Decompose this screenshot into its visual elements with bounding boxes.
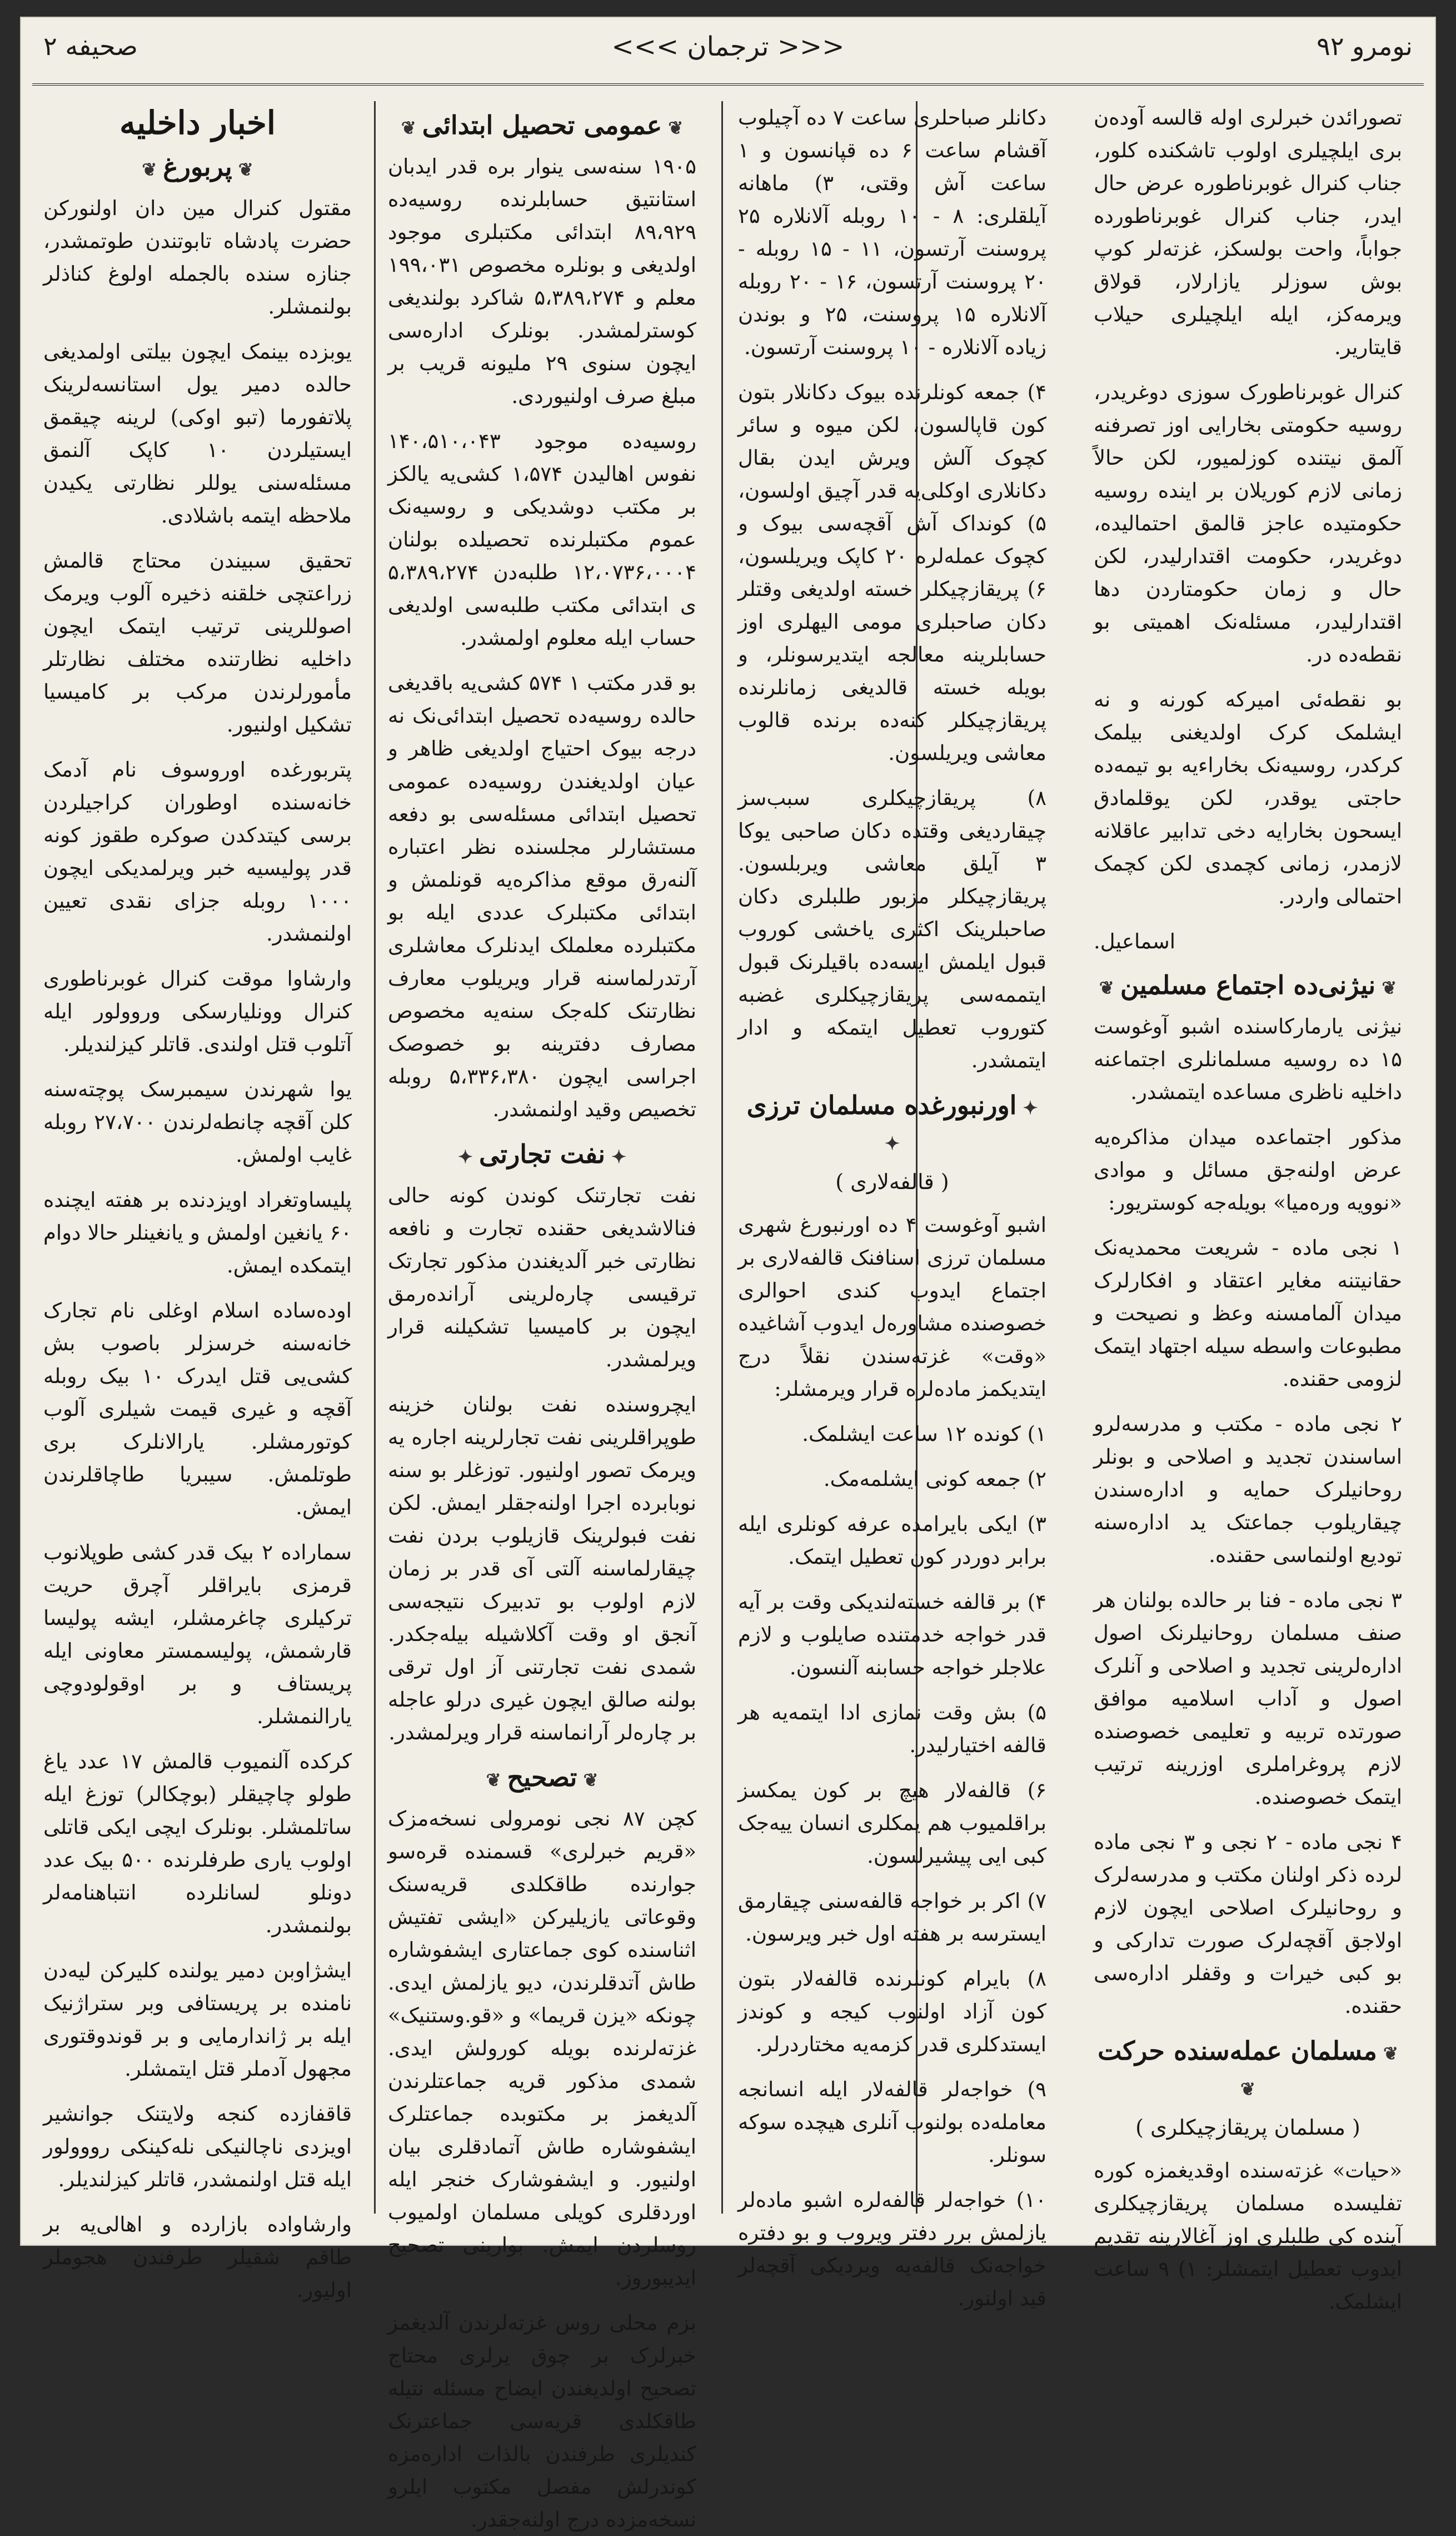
masthead — [21, 18, 1435, 84]
list-item: ۳) ایکی بایرامده عرفه کونلری ایله برابر دوردر کون تعطیل ایتمک. — [738, 1512, 1046, 1569]
list-item: ۸) بایرام کونلرنده قالفه‌لار بتون کون آزاد اولنوب کیجه و کوندز ایستدکلری قدر کزمه‌یه مختاردرلر. — [738, 1967, 1046, 2056]
column-4 — [43, 101, 352, 2302]
issue-number: نومرو ۹۲ — [1317, 31, 1413, 61]
header-rule — [32, 83, 1424, 86]
paragraph: ۲ نجی ماده - مکتب و مدرسه‌لرو اساسندن تجدید و اصلاحی و بونلر روحانیلرک حمایه و اداره‌سندن چیقاریلوب جماعتک ید اداره‌سنه تودیع اولنماسی حقنده. — [1094, 1412, 1402, 1567]
column-divider — [721, 101, 723, 2214]
column-2 — [738, 101, 1046, 2310]
news-item: یوا شهرندن سیمبرسک پوچته‌سنه کلن آقچه چانطه‌لرندن ۲۷،۷۰۰ روبله غایب اولمش. — [43, 1077, 352, 1167]
newspaper-page — [20, 17, 1436, 2532]
list-item: ۱۰) خواجه‌لر قالفه‌لره اشبو ماده‌لر یازلمش برر دفتر ویروب و بو دفتره خواجه‌نک قالفه‌یه ویردیکی آقچه‌لر قید اولنور. — [738, 2188, 1046, 2310]
news-item: پتربورغده اوروسوف نام آدمک خانه‌سنده اوطوران کراجیلردن برسی کیتدکدن صوکره طقوز کونه قدر پولیسیه خبر ویرلمدیکی ایچون ۱۰۰۰ روبله جزای نقدی تعیین اولنمشدر. — [43, 758, 352, 946]
section-heading: ❦ نیژنی‌ده اجتماع مسلمین ❦ — [1099, 970, 1397, 1000]
list-item: ۵) بش وقت نمازی ادا ایتمه‌یه هر قالفه اختیارلیدر. — [738, 1700, 1046, 1757]
section-subtitle: ( قالفه‌لاری ) — [835, 1170, 949, 1194]
paragraph: دکانلر صباحلری ساعت ۷ ده آچیلوب آقشام ساعت ۶ ده قپانسون و ۱ ساعت آش وقتی، ۳) ماهانه آیلقلری: ۸ - ۱۰ روبله آلانلاره ۲۵ پروسنت آرتسون، ۱۱ - ۱۵ روبله - ۲۰ پروسنت آرتسون، ۱۶ - ۲۰ روبله آلانلاره ۱۵ پروسنت، ۲۵ و بوندن زیاده آلانلاره - ۱۰ پروسنت آرتسون. — [738, 106, 1046, 359]
paragraph: تصورائدن خبرلری اوله قالسه آوده‌ن بری ایلچیلری اولوب تاشکنده کلور، جناب کنرال غوبرناطوره عرض حال ایدر، جناب کنرال غوبرناطورده جواباً، واحت بولسکز، غزته‌لر کوپ بوش سوزلر یازارلار، قولاق ویرمه‌کز، ایله ایلچیلری حیلاب قایتاریر. — [1094, 106, 1402, 359]
page-number: صحیفه ۲ — [43, 31, 138, 61]
paragraph: بو نقطه‌ئی امیرکه کورنه و نه ایشلمک کرک اولدیغنی بیلمک کرکدر، روسیه‌نک بخاراءیه بو تیمه‌ده حاجتی یوقدر، لکن یوقلمادق ایسحون بخارایه دخی تدابیر عاقلانه لازمدر، زمانی کچمدی لکن کچمک احتمالی واردر. — [1094, 688, 1402, 908]
signature: اسماعیل. — [1094, 929, 1175, 953]
paragraph: نفت تجارتنک کوندن کونه حالی فنالاشدیغی حقنده تجارت و نافعه نظارتی خبر آلدیغندن مذکور تجارتک ترقیسی چاره‌لرینی آرانده‌رمق ایچون بر کامیسیا تشکیلنه قرار ویرلمشدر. — [388, 1184, 696, 1371]
news-item: ایشژاوبن دمیر یولنده کلیرکن لیه‌دن نامنده بر پریستافی وبر ستراژنیک ایله بر ژاندارمایی و بر قوندوقتوری مجهول آدملر قتل ایتمشلر. — [43, 1958, 352, 2081]
news-item: وارشاواده بازارده و اهالی‌یه بر طاقم شقیلر طرفندن هجوملر اولیور. — [43, 2212, 352, 2302]
section-title: اخبار داخلیه — [119, 104, 276, 142]
newspaper-title: <<< ترجمان >>> — [611, 31, 845, 62]
paragraph: روسیه‌ده موجود ۱۴۰،۵۱۰،۰۴۳ نفوس اهالیدن ۱،۵۷۴ کشی‌یه یالکز بر مکتب دوشدیکی و روسیه‌نک عموم مکتبلرنده تحصیلده بولنان ۱۲،۰۷۳۶،۰۰۰۴ طلبه‌دن ۵،۳۸۹،۲۷۴ ی ابتدائی مکتب طلبه‌سی اولدیغی حساب ایله معلوم اولمشدر. — [388, 429, 696, 650]
paragraph: ۱ نجی ماده - شریعت محمدیه‌نک حقانیتنه مغایر اعتقاد و افکارلرک میدان آلمامسنه وعظ و نصیحت و مطبوعات واسطه سیله اجتهاد ایتمک لزومی حقنده. — [1094, 1236, 1402, 1391]
news-item: وارشاوا موقت کنرال غوبرناطوری کنرال وونلیارسکی وروولور ایله آتلوب قتل اولندی. قاتلر کیزلندیلر. — [43, 967, 352, 1056]
paragraph: ۱۹۰۵ سنه‌سی ینوار بره قدر ایدبان استانتیق حسابلرنده روسیه‌ده ۸۹،۹۲۹ ابتدائی مکتبلری موجود اولدیغی و بونلره مخصوص ۱۹۹،۰۳۱ معلم و ۵،۳۸۹،۲۷۴ شاکرد بولندیغی کوسترلمشدر. بونلرک اداره‌سی ایچون سنوی ۲۹ ملیونه قریب بر مبلغ صرف اولنیوردی. — [388, 155, 697, 408]
paragraph: ۴ نجی ماده - ۲ نجی و ۳ نجی ماده لرده ذکر اولنان مکتب و مدرسه‌لرک و روحانیلرک اصلاحی ایچون لازم اولاجق آقچه‌لرک صورت تداركی و بو کبی خیرات و وقفلر اداره‌سی حقنده. — [1094, 1830, 1402, 2018]
list-item: ۲) جمعه کونی ایشلمه‌مک. — [823, 1467, 1046, 1491]
newspaper-title-text: ترجمان — [687, 31, 769, 62]
paragraph: ۸) پریقازچیکلری سبب‌سز چیقاردیغی وقتده دکان صاحبی یوکا ۳ آیلق معاشی ویربلسون. پریقازچیکلر مزبور طلبلری دکان صاحبلرینک اکثری یاخشی کوروب قبول ایلمش ایسه‌ده باقیلرنک قبول ایتممه‌سی پریقازچیکلری غضبه کتوروب تعطیل ایتمکه و ادار ایتمشدر. — [738, 786, 1046, 1072]
news-item: پلیساوتغراد اویزدنده بر هفته ایچنده ۶۰ یانغین اولمش و یانغینلر حالا دوام ایتمکده ایمش. — [43, 1188, 352, 1277]
paragraph: بو قدر مکتب ۱ ۵۷۴ کشی‌یه باقدیغی حالده روسیه‌ده تحصیل ابتدائی‌نک نه درجه بیوک احتیاج اولدیغی ظاهر و عیان اولدیغندن روسیه‌ده عمومی تحصیل ابتدائی مسئله‌سی بو دفعه مستشارلر مجلسنده نظر اعتباره آلنه‌رق موقع مذاکره‌یه قونلمش و ابتدائی مکتبلرک عددی ایله بو مکتبلرده معلملک ایدنلرک معاشلری آرتدرلماسنه قرار ویریلوب معارف نظارتنک کله‌جک سنه‌یه مخصوص مصارف دفترینه بو خصوصک اجراسی ایچون ۵،۳۳۶،۳۸۰ روبله تخصیص وقید اولنمشدر. — [388, 671, 697, 1121]
paragraph: بزم محلی روس غزته‌لرندن آلدیغمز خبرلرک بر چوق یرلری محتاج تصحیح اولدیغندن ایضاح مسئله نتیله طاقکلدی قریه‌سی جماعترنک کندیلری طرفندن بالذات اداره‌مزه کوندرلش مفصل مکتوب ایلرو نسخه‌مزده درج اولنه‌جقدر. — [388, 2311, 696, 2532]
section-heading: ✦ نفت تجارتی ✦ — [457, 1139, 627, 1169]
paragraph: «حیات» غزته‌سنده اوقدیغمزه کوره تفلیسده مسلمان پریقازچیکلری آینده کی طلبلری اوز آغالارینه تقدیم ایدوب تعطیل ایتمشلر: ۱) ۹ ساعت ایشلمک. — [1094, 2159, 1402, 2314]
paragraph: کنرال غوبرناطورک سوزی دوغریدر، روسیه حکومتی بخارایی اوز تصرفنه آلمق نیتنده کوزلمیور، لکن حالاً زمانی لازم کوریلان بر اینده روسیه حکومتیده عاجز قالمق احتمالیده، دوغریدر، حکومت اقتدارلیدر، لکن حال و زمان حکومتاردن دها اقتدارلیدر، مسئله‌نک اهمیتی بو نقطه‌ده در. — [1094, 380, 1402, 667]
news-item: سماراده ۲ بیک قدر کشی طوپلانوب قرمزی بایراقلر آچرق حریت ترکیلری چاغرمشلر، ایشه پولیسا قارشمش، پولیسمستر معاونی ایله پریستاف و بر اوقولودوچی یارالنمشلر. — [43, 1540, 352, 1728]
news-item: یوبزده بینمک ایچون بیلتی اولمدیغی حالده دمیر یول استانسه‌لرینک پلاتفورما (تبو اوکی) لرینه چیقمق ایستیلردن ۱۰ کاپک آلنمق مسئله‌سنی یوللر نظارتی یکیدن ملاحظه ایتمه باشلادی. — [43, 340, 352, 528]
paragraph: ایچروسنده نفت بولنان خزینه طوپراقلرینی نفت تجارلرینه اجاره یه ویرمک تصور اولنیور. توزغلر بو سنه نوبابرده اجرا اولنه‌جقلر ایمش. لکن نفت فبولرینک قازیلوب بردن نفت چیقارلماسنه آلتی آی قدر بر زمان لازم اولوب بو تدبیرک نتیجه‌سی آنجق او وقت آکلاشیله بیله‌جکدر. شمدی نفت تجارتنی آز اول ترقی بولنه صالق ایچون غیری درلو عاجله بر چاره‌لر آرانماسنه قرار ویرلمشدر. — [388, 1393, 696, 1744]
column-3 — [388, 101, 697, 2532]
paragraph: ۴) جمعه کونلرنده بیوک دکانلار بتون کون قاپالسون، لکن میوه و سائر کچوک آلش ویرش ایدن بقال دکانلاری اوکلی‌یه قدر آچیق اولسون، ۵) کونداک آش آقچه‌سی بیوک و کچوک عمله‌لره ۲۰ کاپک ویریلسون، ۶) پریقازچیکلر خسته اولدیغی وقتلر دکان صاحبلری مومی الیهلری اوز حسابلرینه معالجه ایتدیرسونلر، و بویله خسته قالدیغی زمانلرنده پریقازچیکلر کنه‌ده برنده قالوب معاشی ویریلسون. — [738, 380, 1046, 765]
column-divider — [374, 101, 376, 2214]
column-1 — [1094, 101, 1402, 2314]
news-item: قاقفازده کنجه ولایتنک جوانشیر اویزدی ناچالنیکی نله‌کینکی رووولور ایله قتل اولنمشدر، قاتلر کیزلندیلر. — [43, 2102, 352, 2191]
section-heading: ❦ عمومی تحصیل ابتدائی ❦ — [401, 110, 684, 140]
paragraph: نیژنی یارمارکاسنده اشبو آوغوست ۱۵ ده روسیه مسلمانلری اجتماعنه داخلیه ناظری مساعده ایتمشدر. — [1094, 1015, 1402, 1104]
list-item: ۴) بر قالفه خسته‌لندیکی وقت بر آیه قدر خواجه خدمتنده صایلوب و لازم علاجلر خواجه حسابنه آلنسون. — [738, 1590, 1046, 1679]
news-item: اوده‌ساده اسلام اوغلی نام تجارک خانه‌سنه خرسزلر باصوب بش کشی‌یی قتل ایدرک ۱۰ بیک روبله آقچه و غیری قیمت شیلری آلوب کوتورمشلر. یارالانلرک بری طوتلمش. سیبریا طاچاقلرندن ایمش. — [43, 1299, 352, 1519]
news-item: مقتول کنرال مین دان اولنورکن حضرت پادشاه تابوتندن طوتمشدر، جنازه سنده بالجمله اولوغ کناذلر بولنمشلر. — [43, 196, 352, 319]
news-item: کرکده آلنمیوب قالمش ۱۷ عدد یاغ طولو چاچیقلر (بوچکالر) توزغ ایله ساتلمشلر. بونلرک ایچی ایکی قاتلی اولوب یاری طرفلرنده ۵۰۰ بیک عدد دونلو لسانلرده انتباهنامه‌لر بولنمشدر. — [43, 1749, 352, 1937]
paragraph: کچن ۸۷ نجی نومرولی نسخه‌مزک «قریم خبرلری» قسمنده قره‌سو جوارنده طاقکلدی قریه‌سنک وقوعاتی یازیلیرکن «ایشی تفتیش اثناسنده کوی جماعتاری ایشفوشاره طاش آتدقلرندن، دیو یازلمش ایدی. چونکه «یزن قریما» و «قو.وستنیک» غزته‌لرنده بویله کورولش ایدی. شمدی مذکور قریه جماعتلرندن آلدیغمز بر مکتوبده جماعتلرک ایشفوشاره طاش آتمادقلری بیان اولنیور. و ایشفوشارک خنجر ایله اوردقلری کویلی مسلمان اولمیوب روسلردن ایمش. بوارینی تصحیح ایدیبوروز. — [388, 1807, 696, 2290]
list-item: ۶) قالفه‌لار هیچ بر کون یمکسز براقلمیوب هم یمکلری انسان ییه‌جک کبی ایی پیشیرلسون. — [738, 1778, 1046, 1868]
list-item: ۹) خواجه‌لر قالفه‌لار ایله انسانجه معامله‌ده بولنوب آنلری هیچده سوکه سونلر. — [738, 2077, 1046, 2167]
section-heading: ❦ مسلمان عمله‌سنده حرکت ❦ — [1098, 2036, 1398, 2100]
paragraph: مذکور اجتماعده میدان مذاکره‌یه عرض اولنه‌جق مسائل و موادی «نوو‌یه وره‌میا» بویله‌جه کوستریور: — [1094, 1125, 1402, 1215]
section-heading: ❦ پربورغ ❦ — [142, 152, 253, 182]
list-item: ۱) کونده ۱۲ ساعت ایشلمک. — [802, 1422, 1046, 1446]
paragraph: اشبو آوغوست ۴ ده اورنبورغ شهری مسلمان ترزی اسنافنک قالفه‌لاری بر اجتماع ایدوب کندی احوالری خصوصنده مشاوره‌ل ایدوب آشاغیده «وقت» غزته‌سندن نقلاً درج ایتدیکمز ماده‌لره قرار ویرمشلر: — [738, 1213, 1046, 1401]
section-heading: ✦ اورنبورغده مسلمان ترزی ✦ — [746, 1090, 1038, 1154]
section-heading: ❦ تصحیح ❦ — [486, 1762, 599, 1792]
paragraph: ۳ نجی ماده - فنا بر حالده بولنان هر صنف مسلمان روحانیلرنک اصول اداره‌لرینی تجدید و اصلاحی و آنلرک اصول و آداب اسلامیه موافق صورتده تربیه و تعلیمی خصوصنده لازم پروغراملری اوزرینه ترتیب ایتمک خصوصنده. — [1094, 1588, 1402, 1809]
section-subtitle: ( مسلمان پریقازچیکلری ) — [1135, 2115, 1360, 2140]
news-item: تحقیق سبیندن محتاج قالمش زراعتچی خلقنه ذخیره آلوب ویرمک اصوللرینی ترتیب ایتمک ایچون داخلیه نظارتنده مختلف نظارتلر مأمورلرندن مرکب بر کامیسیا تشکیل اولنیور. — [43, 549, 352, 737]
list-item: ۷) اکر بر خواجه قالفه‌سنی چیقارمق ایسترسه بر هفته اول خبر ویرسون. — [738, 1889, 1046, 1946]
